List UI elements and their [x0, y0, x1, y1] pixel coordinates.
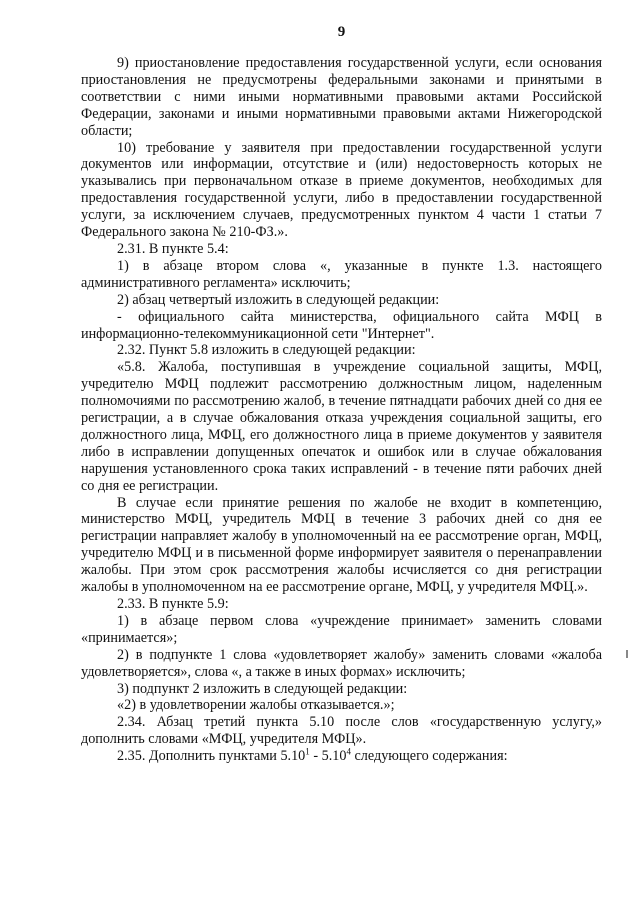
- paragraph-website: - официального сайта министерства, официального сайта МФЦ в информационно-телекоммуникационной сети "Интернет".: [81, 308, 602, 342]
- paragraph-2-35-tail: следующего содержания:: [350, 748, 508, 765]
- paragraph-2-35: [81, 748, 602, 765]
- paragraph-2-33-item-3: 3) подпункт 2 изложить в следующей редакции:: [117, 680, 408, 697]
- paragraph-2-32: 2.32. Пункт 5.8 изложить в следующей редакции:: [117, 342, 416, 359]
- page-number: 9: [337, 24, 346, 40]
- paragraph-10: 10) требование у заявителя при предоставлении государственной услуги документов или информации, отсутствие и (или) недостоверность которых не указывались при первоначальном отказе в приеме документов, необходимых для предоставления государственной услуги, либо в предоставлении государственной услуги, за исключением случаев, предусмотренных пунктом 4 части 1 статьи 7 Федерального закона № 210-ФЗ.».: [81, 139, 602, 241]
- paragraph-2-33: 2.33. В пункте 5.9:: [117, 596, 229, 612]
- scan-edge-mark: [626, 650, 628, 658]
- paragraph-2-34: 2.34. Абзац третий пункта 5.10 после слов «государственную услугу,» дополнить словами «МФЦ, учредителя МФЦ».: [81, 714, 602, 748]
- paragraph-2-31-item-2: 2) абзац четвертый изложить в следующей редакции:: [117, 291, 440, 308]
- superscript-4: 4: [346, 746, 351, 757]
- superscript-1: 1: [305, 746, 310, 757]
- paragraph-2-35-text: 2.35. Дополнить пунктами 5.10: [117, 748, 306, 765]
- paragraph-2-33-item-2: 2) в подпункте 1 слова «удовлетворяет жалобу» заменить словами «жалоба удовлетворяется», слова «, а также в иных формах» исключить;: [81, 646, 602, 680]
- paragraph-refusal: «2) в удовлетворении жалобы отказывается.»;: [117, 697, 395, 714]
- paragraph-2-35-range: - 5.10: [309, 748, 347, 765]
- paragraph-2-33-item-1: 1) в абзаце первом слова «учреждение принимает» заменить словами «принимается»;: [81, 612, 602, 646]
- paragraph-9: 9) приостановление предоставления государственной услуги, если основания приостановления не предусмотрены федеральными законами и принятыми в соответствии с ними иными нормативными правовыми актами Российской Федерации, законами и иными нормативными правовыми актами Нижегородской области;: [81, 55, 602, 139]
- paragraph-competence: В случае если принятие решения по жалобе не входит в компетенцию, министерство МФЦ, учредитель МФЦ в течение 3 рабочих дней со дня ее регистрации направляет жалобу в уполномоченный на ее рассмотрение орган, МФЦ, учредителю МФЦ и в письменной форме информирует заявителя о перенаправлении жалобы. При этом срок рассмотрения жалобы исчисляется со дня регистрации жалобы в уполномоченном на ее рассмотрение органе, МФЦ, у учредителя МФЦ.».: [81, 494, 602, 596]
- paragraph-2-31: 2.31. В пункте 5.4:: [117, 240, 229, 257]
- paragraph-5-8: «5.8. Жалоба, поступившая в учреждение социальной защиты, МФЦ, учредителю МФЦ подлежит рассмотрению должностным лицом, наделенным полномочиями по рассмотрению жалоб, в течение пятнадцати рабочих дней со дня ее регистрации, а в случае обжалования отказа учреждения социальной защиты, его должностного лица, МФЦ, его должностного лица в приеме документов у заявителя либо в исправлении допущенных опечаток и ошибок или в случае обжалования нарушения установленного срока таких исправлений - в течение пяти рабочих дней со дня ее регистрации.: [81, 359, 602, 494]
- paragraph-2-31-item-1: 1) в абзаце втором слова «, указанные в пункте 1.3. настоящего административного регламента» исключить;: [81, 257, 602, 291]
